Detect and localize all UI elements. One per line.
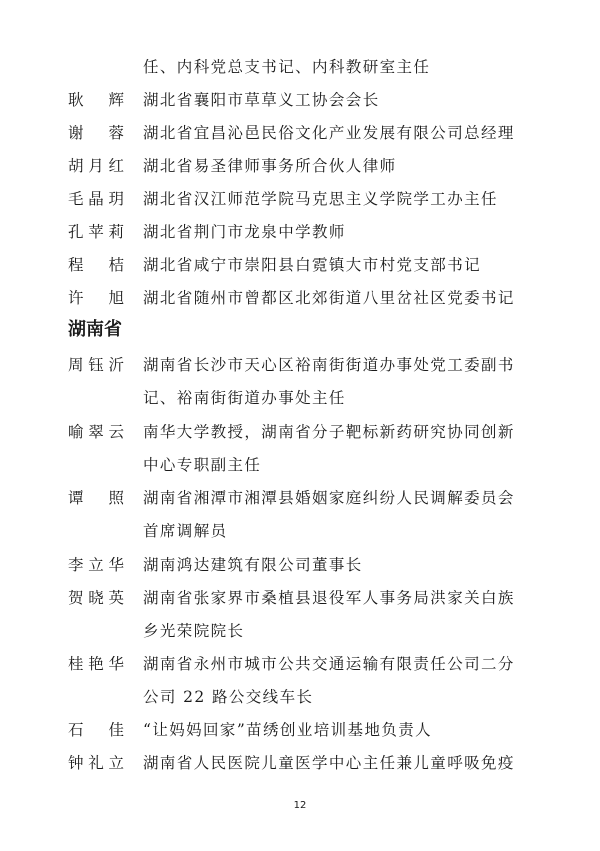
province-heading: 湖南省 [68,319,122,340]
entry-desc: 湖北省汉江师范学院马克思主义学院学工办主任 [143,190,498,208]
entry-desc: 湖北省随州市曾都区北郊街道八里岔社区党委书记 [143,289,515,307]
entry-name: 李立华 [68,556,124,574]
entry-name: 毛晶玥 [68,190,124,208]
entry-name: 周钰沂 [68,356,124,374]
entry-name: 胡月红 [68,157,124,175]
entry-desc: 湖北省襄阳市草草义工协会会长 [143,91,380,109]
entry-name: 钟礼立 [68,754,124,772]
entry-name: 孔苹莉 [68,223,124,241]
entry-name: 贺晓英 [68,589,124,607]
entry-desc: 湖北省易圣律师事务所合伙人律师 [143,157,397,175]
entry-desc: 湖北省荆门市龙泉中学教师 [143,223,346,241]
page-number: 12 [293,800,307,811]
entry-desc-line: 湖南省张家界市桑植县退役军人事务局洪家关白族 [143,589,515,607]
entry-desc-line: 南华大学教授，湖南省分子靶标新药研究协同创新 [143,423,515,441]
entry-name: 程 桔 [68,256,124,274]
entry-desc: 湖北省咸宁市崇阳县白霓镇大市村党支部书记 [143,256,482,274]
entry-name: 许 旭 [68,289,124,307]
entry-desc-line: 湖南省长沙市天心区裕南街街道办事处党工委副书 [143,356,515,374]
entry-desc-line: 记、裕南街街道办事处主任 [143,389,346,407]
entry-desc-line: 乡光荣院院长 [143,622,245,640]
entry-name: 石 佳 [68,721,124,739]
entry-desc-line: 公司 22 路公交线车长 [143,688,314,706]
continuation-line: 任、内科党总支书记、内科教研室主任 [143,58,431,76]
entry-desc-line: 湖南省永州市城市公共交通运输有限责任公司二分 [143,655,515,673]
entry-desc-line: 湖南省人民医院儿童医学中心主任兼儿童呼吸免疫 [143,754,515,772]
entry-name: 喻翠云 [68,423,124,441]
entry-name: 耿 辉 [68,91,124,109]
entry-desc-line: “让妈妈回家”苗绣创业培训基地负责人 [143,721,433,739]
entry-desc: 湖北省宜昌沁邑民俗文化产业发展有限公司总经理 [143,124,515,142]
entry-name: 谭 照 [68,489,124,507]
entry-name: 桂艳华 [68,655,124,673]
entry-name: 谢 蓉 [68,124,124,142]
entry-desc-line: 首席调解员 [143,522,228,540]
entry-desc-line: 中心专职副主任 [143,456,262,474]
entry-desc-line: 湖南鸿达建筑有限公司董事长 [143,556,363,574]
entry-desc-line: 湖南省湘潭市湘潭县婚姻家庭纠纷人民调解委员会 [143,489,515,507]
